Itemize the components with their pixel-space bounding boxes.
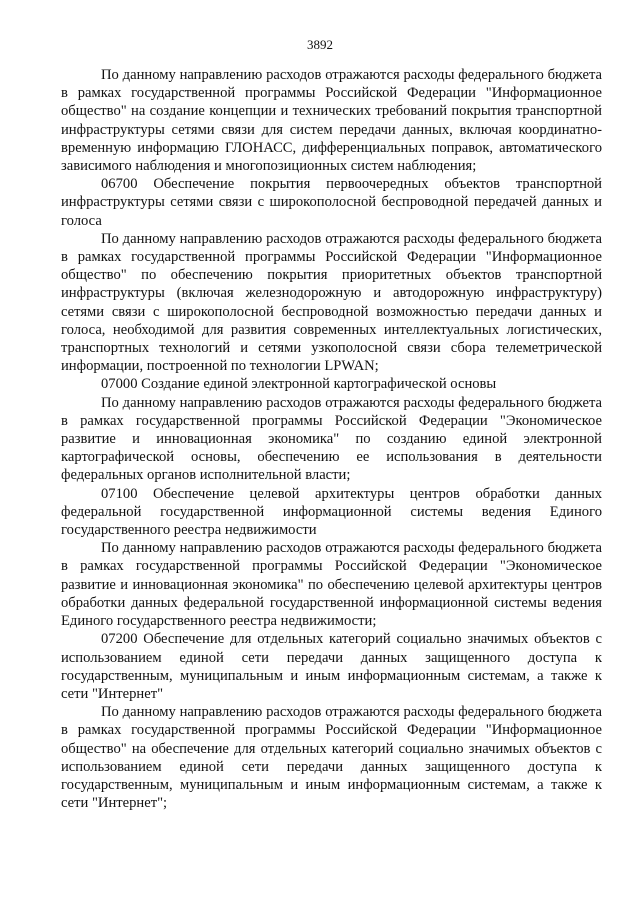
paragraph-3: По данному направлению расходов отражаются расходы федерального бюджета в рамках государственной программы Российской Федерации "Информационное общество" по обеспечению покрытия приоритетных объектов транспортной инфраструктуры (включая железнодорожную и автодорожную инфраструктуру) сетями связи с широкополосной беспроводной возможностью передачи данных и голоса, необходимой для развития современных интеллектуальных логистических, транспортных технологий и сетями узкополосной связи сбора телеметрической информации, построенной по технологии LPWAN; <box>61 230 602 375</box>
document-body <box>61 66 602 812</box>
paragraph-1: По данному направлению расходов отражаются расходы федерального бюджета в рамках государственной программы Российской Федерации "Информационное общество" на создание концепции и технических требований покрытия транспортной инфраструктуры сетями связи для систем передачи данных, включая координатно-временную информацию ГЛОНАСС, дифференциальных поправок, автоматического зависимого наблюдения и многопозиционных систем наблюдения; <box>61 67 602 175</box>
page-number: 3892 <box>307 37 333 52</box>
paragraph-7: По данному направлению расходов отражаются расходы федерального бюджета в рамках государственной программы Российской Федерации "Экономическое развитие и инновационная экономика" по обеспечению целевой архитектуры центров обработки данных федеральной государственной информационной системы ведения Единого государственного реестра недвижимости; <box>61 540 602 630</box>
section-heading-07100: 07100 Обеспечение целевой архитектуры центров обработки данных федеральной государственной информационной системы ведения Единого государственного реестра недвижимости <box>61 485 602 539</box>
section-heading-07000: 07000 Создание единой электронной картографической основы <box>101 376 497 393</box>
section-heading-06700: 06700 Обеспечение покрытия первоочередных объектов транспортной инфраструктуры сетями связи с широкополосной беспроводной передачей данных и голоса <box>61 176 602 229</box>
paragraph-9: По данному направлению расходов отражаются расходы федерального бюджета в рамках государственной программы Российской Федерации "Информационное общество" на обеспечение для отдельных категорий социально значимых объектов с использованием единой сети передачи данных защищенного доступа к государственным, муниципальным и иным информационным системам, а также к сети "Интернет"; <box>61 704 602 812</box>
section-heading-07200: 07200 Обеспечение для отдельных категорий социально значимых объектов с использованием единой сети передачи данных защищенного доступа к государственным, муниципальным и иным информационным системам, а также к сети "Интернет" <box>61 631 602 702</box>
paragraph-5: По данному направлению расходов отражаются расходы федерального бюджета в рамках государственной программы Российской Федерации "Экономическое развитие и инновационная экономика" по созданию единой электронной картографической основы, обеспечению ее использования в деятельности федеральных органов исполнительной власти; <box>61 394 602 484</box>
